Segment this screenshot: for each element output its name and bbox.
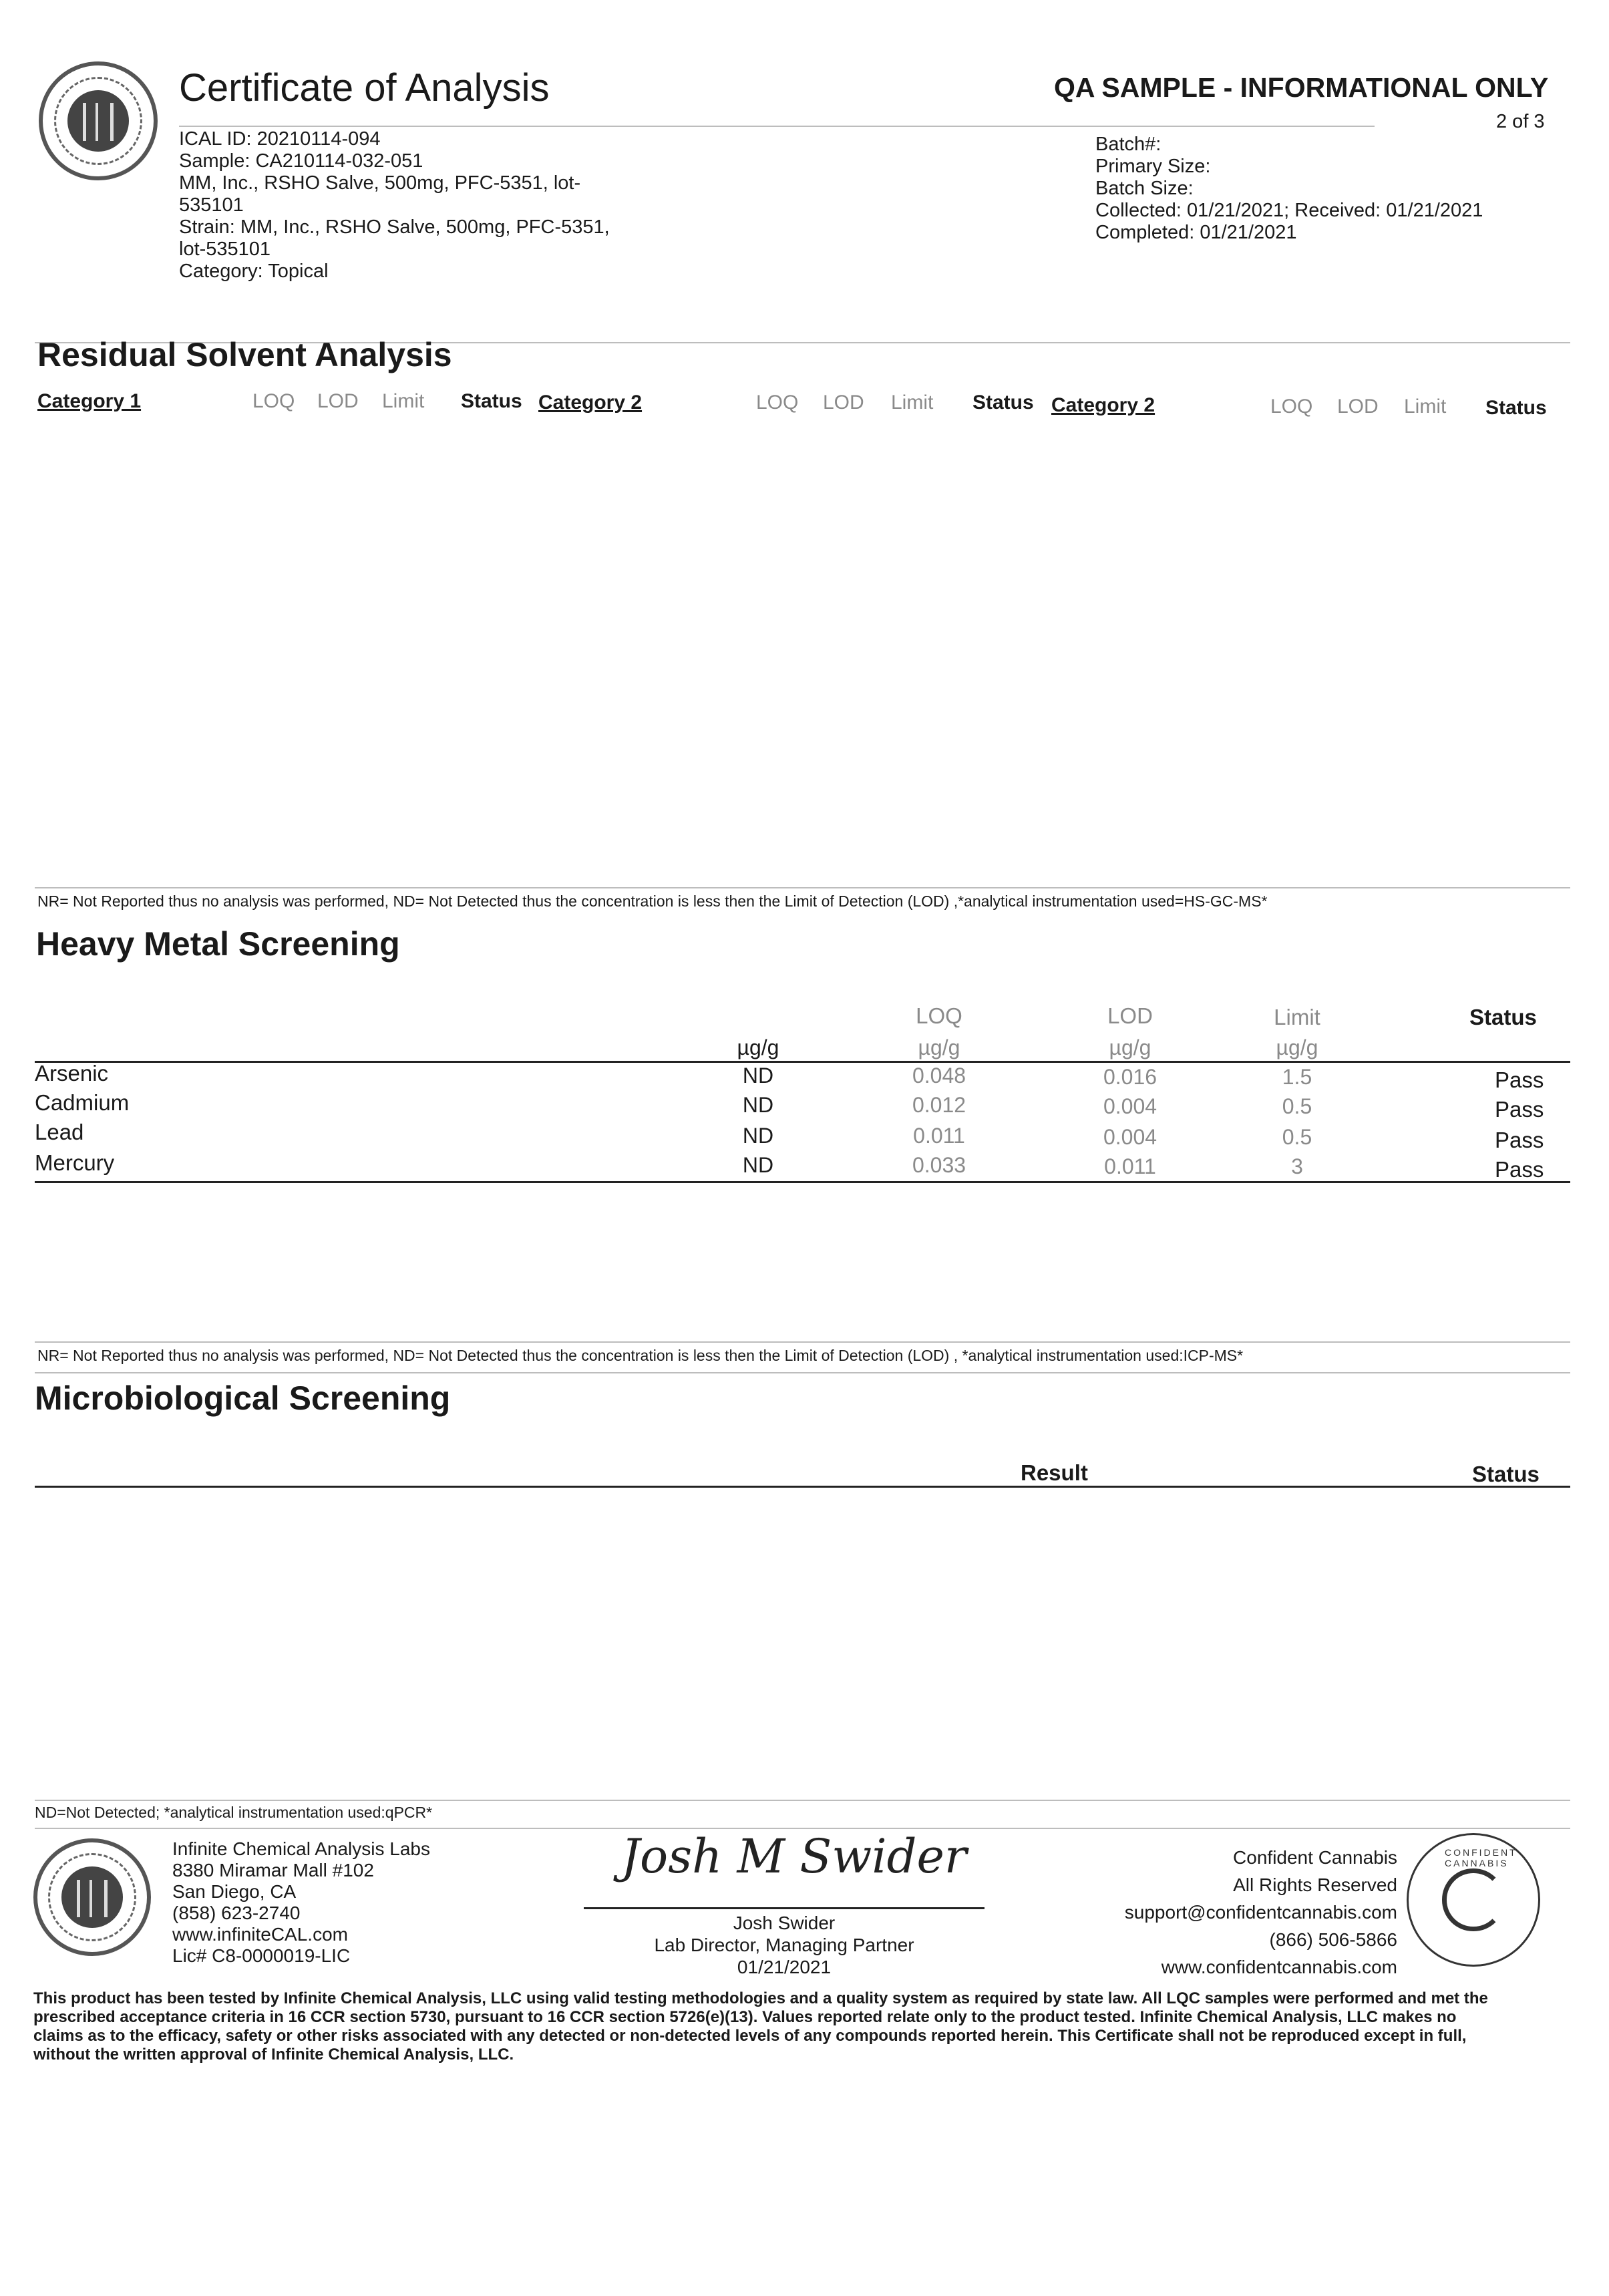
section-rule [35,1341,1570,1343]
metals-lod-unit: µg/g [1109,1035,1151,1059]
lab-license: Lic# C8-0000019-LIC [172,1945,351,1966]
cc-c-icon [1442,1868,1504,1931]
qa-sample-label: QA SAMPLE - INFORMATIONAL ONLY [1054,72,1549,103]
residual-limit-header: Limit [891,391,934,414]
section-rule [35,1800,1570,1801]
residual-status-header: Status [461,390,522,412]
cc-website[interactable]: www.confidentcannabis.com [1161,1957,1397,1977]
sample-info [179,128,647,283]
strain-line1: Strain: MM, Inc., RSHO Salve, 500mg, PFC-5351, [179,216,610,238]
residual-status-header: Status [1485,397,1547,419]
batch-number: Batch#: [1095,134,1161,155]
analyte-loq: 0.033 [912,1153,966,1177]
analyte-name: Cadmium [35,1090,130,1115]
analyte-loq: 0.011 [913,1124,965,1148]
analyte-lod: 0.016 [1103,1065,1157,1089]
residual-solvent-title: Residual Solvent Analysis [37,336,452,373]
lab-website[interactable]: www.infiniteCAL.com [172,1924,348,1945]
metals-table-bottom-rule [35,1181,1570,1183]
disclaimer-line: claims as to the efficacy, safety or other risks associated with any detected or non-detected levels of any compounds reported herein. This Certificate shall not be reproduced except in full, [33,2027,1467,2045]
residual-loq-header: LOQ [1270,395,1313,418]
micro-header-rule [35,1486,1570,1488]
disclaimer-line: prescribed acceptance criteria in 16 CCR section 5730, pursuant to 16 CCR section 5726(e)(13). Values reported relate only to the product tested. Infinite Chemical Analysis, LLC makes no [33,2008,1457,2026]
signer-name: Josh Swider [733,1913,836,1933]
lab-phone: (858) 623-2740 [172,1903,301,1923]
analyte-result: ND [742,1063,774,1088]
collected-received: Collected: 01/21/2021; Received: 01/21/2021 [1095,200,1483,221]
disclaimer-line: without the written approval of Infinite Chemical Analysis, LLC. [33,2045,514,2064]
micro-title: Microbiological Screening [35,1379,451,1417]
residual-lod-header: LOD [317,390,359,412]
cc-rights: All Rights Reserved [1233,1874,1397,1895]
lab-address: 8380 Miramar Mall #102 [172,1860,374,1880]
sample-desc-line2: 535101 [179,194,244,216]
section-rule [35,887,1570,888]
ical-seal-logo [39,61,158,180]
signature-line [584,1907,985,1909]
section-rule [35,1372,1570,1373]
metals-header-rule [35,1061,1570,1063]
residual-lod-header: LOD [1337,395,1379,418]
micro-footnote: ND=Not Detected; *analytical instrumentation used:qPCR* [35,1804,433,1821]
residual-status-header: Status [972,391,1034,414]
confident-cannabis-contact [1042,1844,1397,1981]
analyte-limit: 0.5 [1282,1125,1312,1149]
metals-result-unit: µg/g [737,1035,779,1059]
metals-lod-header: LOD [1107,1003,1153,1028]
lab-city: San Diego, CA [172,1881,297,1902]
disclaimer [33,1989,1570,2064]
micro-status-header: Status [1472,1462,1540,1486]
analyte-status: Pass [1495,1068,1544,1092]
residual-category-header: Category 1 [37,390,142,412]
metals-status-header: Status [1469,1005,1537,1029]
analyte-limit: 3 [1291,1154,1303,1178]
residual-limit-header: Limit [382,390,425,412]
analyte-result: ND [742,1153,774,1177]
completed-date: Completed: 01/21/2021 [1095,222,1297,243]
analyte-name: Arsenic [35,1061,109,1086]
cc-seal-lettering: CONFIDENT CANNABIS [1445,1847,1517,1868]
analyte-limit: 1.5 [1282,1065,1312,1089]
metals-loq-header: LOQ [916,1003,962,1028]
residual-loq-header: LOQ [756,391,799,414]
residual-category-header: Category 2 [1051,394,1155,416]
analyte-status: Pass [1495,1157,1544,1182]
analyte-status: Pass [1495,1097,1544,1122]
residual-loq-header: LOQ [252,390,295,412]
metals-footnote: NR= Not Reported thus no analysis was performed, ND= Not Detected thus the concentration is less then the Limit of Detection (LOD) , *analytical instrumentation used:ICP-MS* [37,1347,1244,1364]
analyte-result: ND [742,1124,774,1148]
confident-cannabis-logo [1407,1833,1540,1967]
residual-lod-header: LOD [823,391,864,414]
micro-result-header: Result [1021,1460,1088,1485]
disclaimer-line: This product has been tested by Infinite Chemical Analysis, LLC using valid testing methodologies and a quality system as required by state law. All LQC samples were performed and met the [33,1989,1488,2007]
sample-desc-line1: MM, Inc., RSHO Salve, 500mg, PFC-5351, lot- [179,172,581,194]
ical-seal-logo [33,1838,151,1956]
page-number: 2 of 3 [1496,111,1545,132]
primary-size: Primary Size: [1095,156,1211,177]
metals-limit-unit: µg/g [1276,1035,1318,1059]
metals-limit-header: Limit [1274,1005,1320,1029]
analyte-name: Lead [35,1120,84,1144]
cc-email[interactable]: support@confidentcannabis.com [1124,1902,1397,1923]
category: Category: Topical [179,261,329,282]
strain-line2: lot-535101 [179,238,271,260]
page-title: Certificate of Analysis [179,66,550,110]
analyte-lod: 0.004 [1103,1125,1157,1149]
metals-loq-unit: µg/g [918,1035,960,1059]
batch-info [1095,134,1576,244]
cc-name: Confident Cannabis [1233,1847,1397,1868]
seal-building-icon [77,1880,108,1917]
analyte-lod: 0.011 [1104,1154,1156,1178]
analyte-result: ND [742,1093,774,1117]
analyte-name: Mercury [35,1150,115,1175]
lab-name: Infinite Chemical Analysis Labs [172,1838,430,1859]
header-rule [179,126,1375,127]
cc-phone: (866) 506-5866 [1269,1929,1397,1950]
analyte-loq: 0.012 [912,1093,966,1117]
lab-contact [172,1838,430,1967]
signature-date: 01/21/2021 [737,1957,832,1977]
signer-block [584,1912,985,1978]
signature: Josh M Swider [621,1829,967,1884]
analyte-lod: 0.004 [1103,1094,1157,1118]
residual-footnote: NR= Not Reported thus no analysis was performed, ND= Not Detected thus the concentration is less then the Limit of Detection (LOD) ,*analytical instrumentation used=HS-GC-MS* [37,892,1268,910]
analyte-loq: 0.048 [912,1063,966,1088]
sample-id: Sample: CA210114-032-051 [179,150,423,172]
ical-id: ICAL ID: 20210114-094 [179,128,381,150]
analyte-status: Pass [1495,1128,1544,1152]
heavy-metal-title: Heavy Metal Screening [36,925,400,963]
batch-size: Batch Size: [1095,178,1194,199]
residual-limit-header: Limit [1404,395,1447,418]
seal-building-icon [83,103,114,140]
residual-category-header: Category 2 [538,391,643,414]
signer-title: Lab Director, Managing Partner [654,1935,914,1955]
analyte-limit: 0.5 [1282,1094,1312,1118]
